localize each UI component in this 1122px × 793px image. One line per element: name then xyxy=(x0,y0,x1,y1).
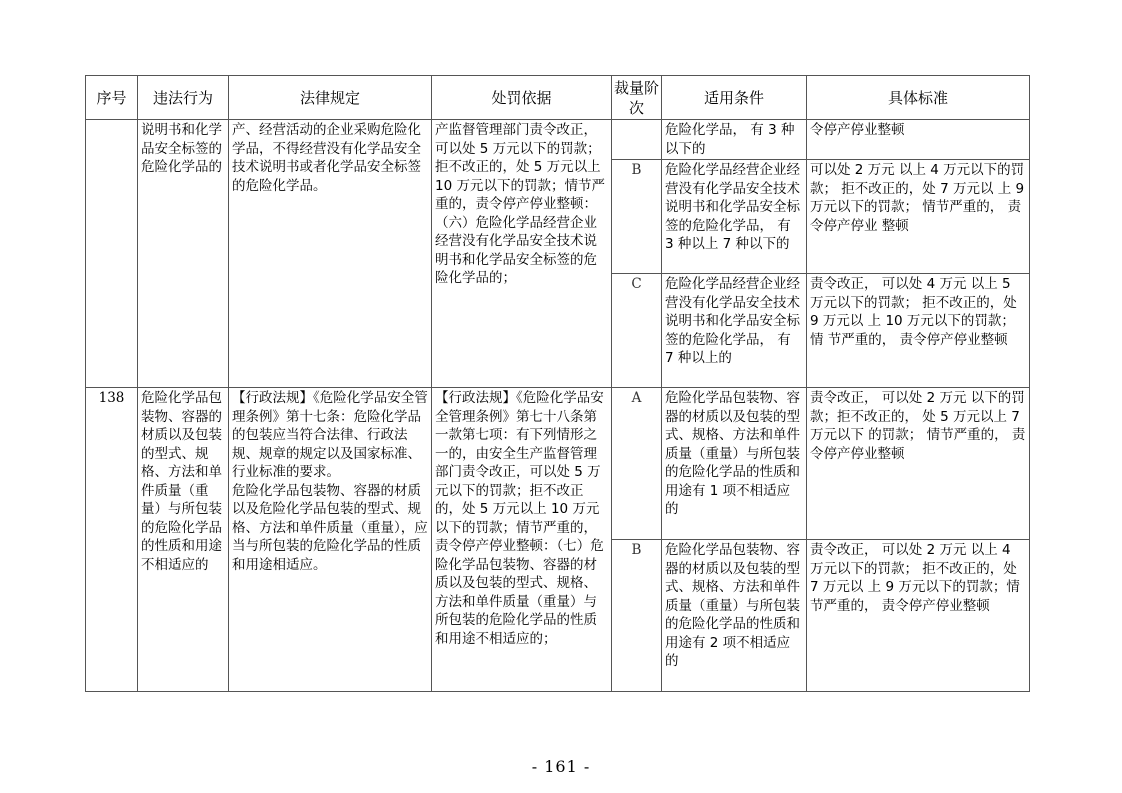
law-paragraph: 【行政法规】《危险化学品安全管理条例》第十七条：危险化学品的包装应当符合法律、行政法规、规章的规定以及国家标准、行业标准的要求。 xyxy=(232,390,428,480)
header-row xyxy=(86,76,1030,120)
table-row xyxy=(86,388,1030,540)
condition-cell: 危险化学品经营企业经营没有化学品安全技术说明书和化学品安全标签的危险化学品， 有 7 种以上的 xyxy=(662,274,807,388)
header-seq: 序号 xyxy=(86,76,138,120)
level-cell: A xyxy=(612,388,662,540)
basis-cell: 【行政法规】《危险化学品安全管理条例》第七十八条第一款第七项：有下列情形之一的，由安全生产监督管理部门责令改正，可以处 5 万元以下的罚款；拒不改正的，处 5 万元以上 10 万元以下的罚款；情节严重的，责令停产停业整顿：（七）危险化学品包装物、容器的材质以及包装的型式、规格、方法和单件质量（重量）与所包装的危险化学品的性质和用途不相适应的； xyxy=(432,388,612,692)
level-cell: B xyxy=(612,540,662,692)
law-paragraph: 危险化学品包装物、容器的材质以及危险化学品包装的型式、规格、方法和单件质量（重量），应当与所包装的危险化学品的性质和用途相适应。 xyxy=(232,482,428,573)
violation-cell: 说明书和化学品安全标签的危险化学品的 xyxy=(138,120,229,388)
header-level: 裁量阶次 xyxy=(612,76,662,120)
header-basis: 处罚依据 xyxy=(432,76,612,120)
condition-cell: 危险化学品包装物、容器的材质以及包装的型式、规格、方法和单件质量（重量）与所包装的危险化学品的性质和用途有 1 项不相适应的 xyxy=(662,388,807,540)
seq-cell xyxy=(86,120,138,388)
basis-cell: 产监督管理部门责令改正，可以处 5 万元以下的罚款；拒不改正的，处 5 万元以上 10 万元以下的罚款；情节严重的，责令停产停业整顿：（六）危险化学品经营企业经营没有化学品安全技术说明书和化学品安全标签的危险化学品的； xyxy=(432,120,612,388)
header-standard: 具体标准 xyxy=(807,76,1030,120)
law-cell xyxy=(229,388,432,692)
header-law: 法律规定 xyxy=(229,76,432,120)
law-cell: 产、经营活动的企业采购危险化学品，不得经营没有化学品安全技术说明书或者化学品安全标签的危险化学品。 xyxy=(229,120,432,388)
standard-cell: 责令改正， 可以处 2 万元 以上 4 万元以下的罚款； 拒不改正的，处 7 万元以 上 9 万元以下的罚款；情 节严重的， 责令停产停业整顿 xyxy=(807,540,1030,692)
condition-cell: 危险化学品经营企业经营没有化学品安全技术说明书和化学品安全标签的危险化学品， 有 3 种以上 7 种以下的 xyxy=(662,160,807,274)
standard-cell: 责令改正， 可以处 2 万元 以下的罚款；拒不改正的， 处 5 万元以上 7 万元以下 的罚款； 情节严重的， 责令停产停业整顿 xyxy=(807,388,1030,540)
level-cell: C xyxy=(612,274,662,388)
standard-cell: 可以处 2 万元 以上 4 万元以下的罚款； 拒不改正的，处 7 万元以 上 9 万元以下的罚款； 情节严重的， 责令停产停业 整顿 xyxy=(807,160,1030,274)
header-violation: 违法行为 xyxy=(138,76,229,120)
condition-cell: 危险化学品包装物、容器的材质以及包装的型式、规格、方法和单件质量（重量）与所包装的危险化学品的性质和用途有 2 项不相适应的 xyxy=(662,540,807,692)
standard-cell: 责令改正， 可以处 4 万元 以上 5 万元以下的罚款； 拒不改正的，处 9 万元以 上 10 万元以下的罚款；情 节严重的， 责令停产停业整顿 xyxy=(807,274,1030,388)
violation-cell: 危险化学品包装物、容器的材质以及包装的型式、规格、方法和单件质量（重量）与所包装的危险化学品的性质和用途不相适应的 xyxy=(138,388,229,692)
page-number: - 161 - xyxy=(531,757,591,776)
level-cell xyxy=(612,120,662,160)
header-condition: 适用条件 xyxy=(662,76,807,120)
standard-cell: 令停产停业整顿 xyxy=(807,120,1030,160)
table-row xyxy=(86,120,1030,160)
condition-cell: 危险化学品， 有 3 种以下的 xyxy=(662,120,807,160)
seq-cell: 138 xyxy=(86,388,138,692)
penalty-standards-table xyxy=(85,75,1030,692)
level-cell: B xyxy=(612,160,662,274)
